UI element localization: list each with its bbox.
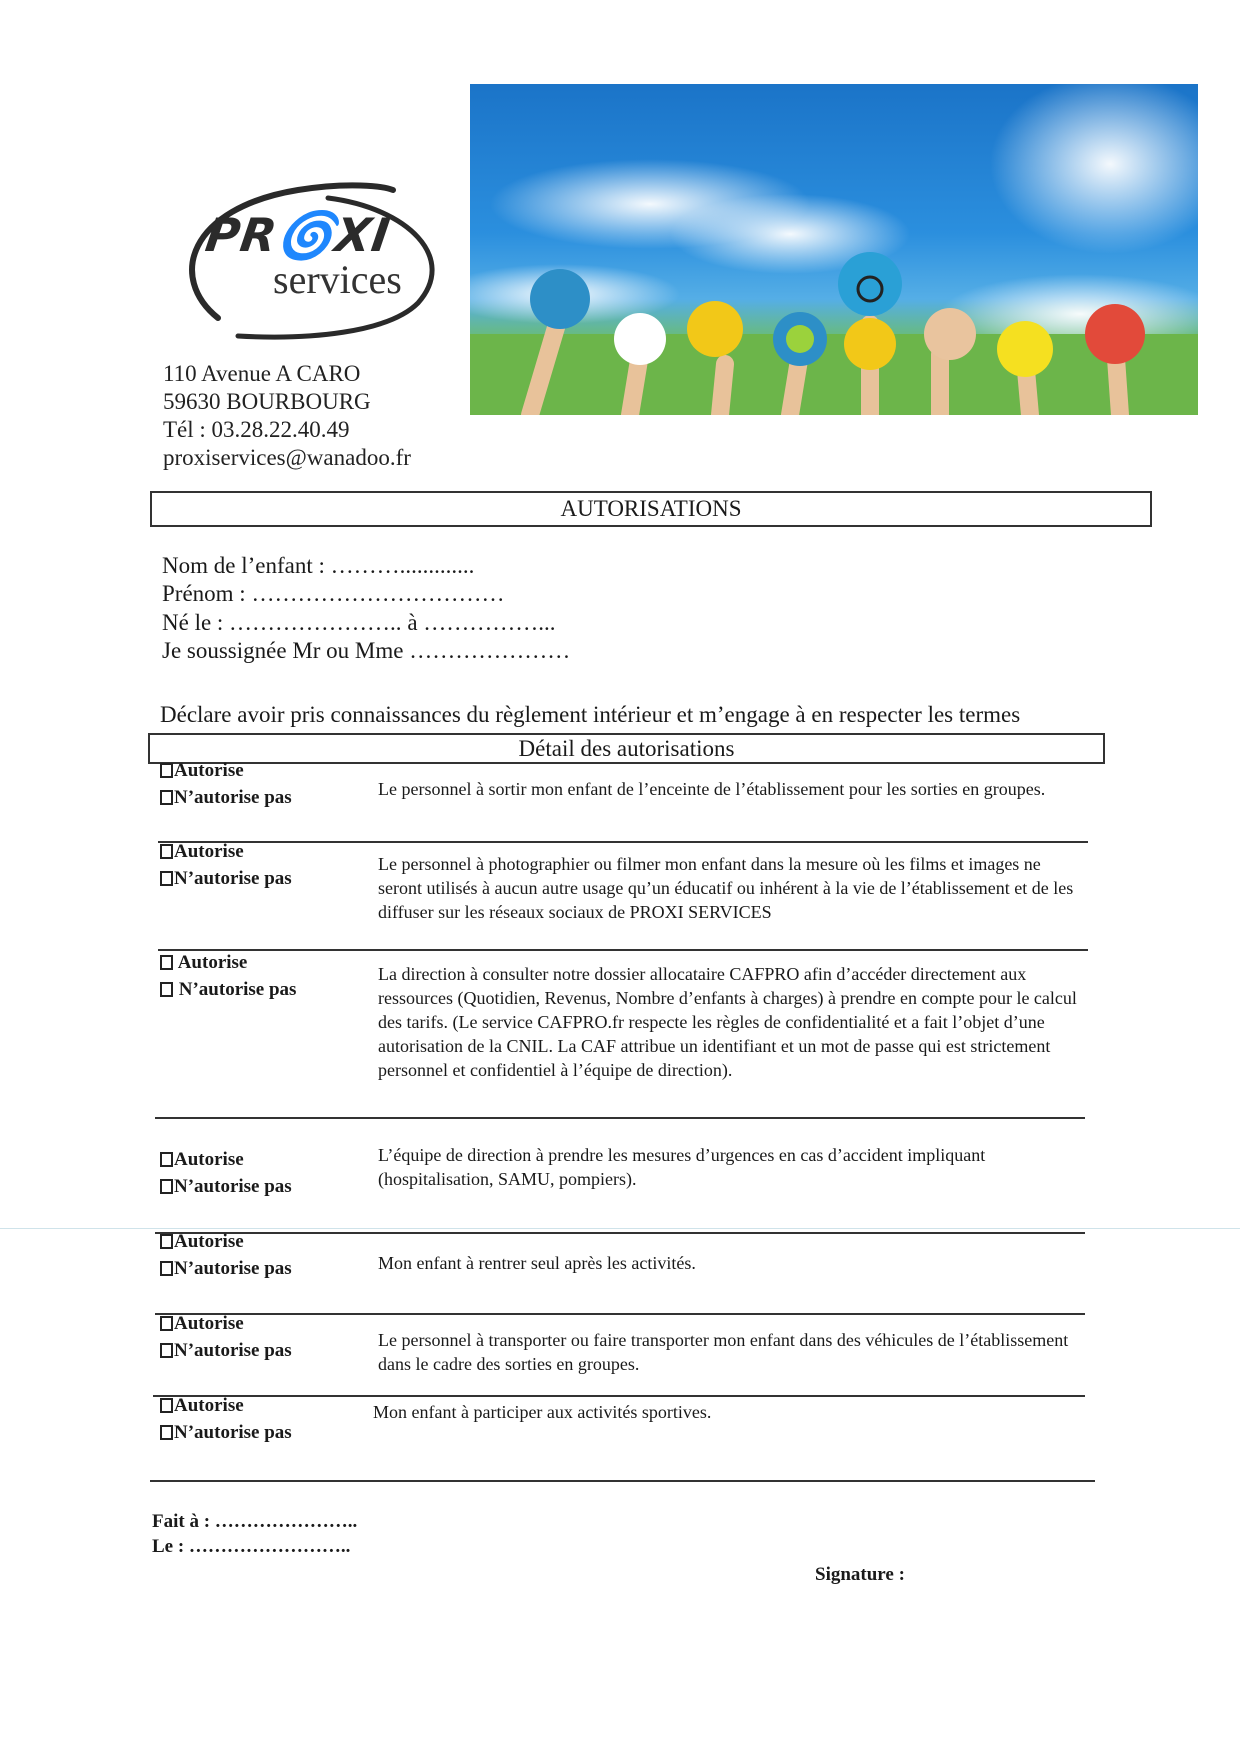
child-name-field[interactable]: Nom de l’enfant : ………............. bbox=[162, 553, 475, 578]
authorize-checkbox[interactable] bbox=[160, 1392, 292, 1419]
row-divider bbox=[155, 1232, 1085, 1234]
checkbox-icon[interactable] bbox=[160, 1261, 173, 1276]
authorize-label: Autorise bbox=[174, 841, 244, 862]
checkbox-icon[interactable] bbox=[160, 844, 173, 859]
logo-swirl-icon: 🌀 bbox=[273, 208, 340, 262]
checkbox-icon[interactable] bbox=[160, 1398, 173, 1413]
birth-date-field[interactable] bbox=[162, 609, 556, 637]
row-1-options bbox=[160, 757, 292, 811]
authorize-label: Autorise bbox=[174, 1149, 244, 1170]
proxi-services-logo bbox=[178, 168, 448, 343]
refuse-label: N’autorise pas bbox=[174, 1258, 292, 1279]
logo-text-pr: PR bbox=[202, 208, 282, 262]
authorize-checkbox[interactable] bbox=[160, 1146, 292, 1173]
refuse-checkbox[interactable] bbox=[160, 1337, 292, 1364]
row-7-text: Mon enfant à participer aux activités sportives. bbox=[373, 1402, 712, 1422]
logo-wordmark bbox=[202, 208, 394, 263]
authorize-label: Autorise bbox=[174, 1231, 244, 1252]
logo-text-xi: XI bbox=[331, 208, 394, 262]
row-divider bbox=[155, 1313, 1085, 1315]
checkbox-icon[interactable] bbox=[160, 790, 173, 805]
child-firstname-field[interactable]: Prénom : …………………………… bbox=[162, 581, 505, 606]
refuse-checkbox[interactable] bbox=[160, 1255, 292, 1282]
row-7-options bbox=[160, 1392, 292, 1446]
row-3-options bbox=[160, 949, 296, 1003]
address-line-city: 59630 BOURBOURG bbox=[163, 389, 371, 414]
checkbox-icon[interactable] bbox=[160, 1234, 173, 1249]
logo-subtitle: services bbox=[273, 257, 402, 302]
hero-image bbox=[470, 84, 1198, 415]
authorize-label: Autorise bbox=[174, 760, 244, 781]
authorize-checkbox[interactable] bbox=[160, 1310, 292, 1337]
row-4-options bbox=[160, 1146, 292, 1200]
row-5-text: Mon enfant à rentrer seul après les activités. bbox=[378, 1253, 696, 1273]
signature-label: Signature : bbox=[815, 1564, 905, 1585]
row-divider bbox=[153, 1395, 1085, 1397]
refuse-checkbox[interactable] bbox=[160, 784, 292, 811]
refuse-checkbox[interactable] bbox=[160, 976, 296, 1003]
checkbox-icon[interactable] bbox=[160, 1152, 173, 1167]
checkbox-icon[interactable] bbox=[160, 982, 173, 997]
row-1-text: Le personnel à sortir mon enfant de l’enceinte de l’établissement pour les sorties en groupes. bbox=[378, 779, 1046, 799]
row-divider bbox=[155, 1117, 1085, 1119]
checkbox-icon[interactable] bbox=[160, 1343, 173, 1358]
row-2-options bbox=[160, 838, 292, 892]
checkbox-icon[interactable] bbox=[160, 955, 173, 970]
row-divider bbox=[158, 949, 1088, 951]
row-3-text: La direction à consulter notre dossier allocataire CAFPRO afin d’accéder directement aux ressources (Quotidien, Revenus, Nombre d’enfants à charges) à prendre en compte pour le calcul des tarifs. (Le service CAFPRO.fr respecte les règles de confidentialité et a fait l’objet d’une autorisation de la CNIL. La CAF attribue un identifiant et un mot de passe qui est strictement personnel et confidentiel à l’équipe de direction). bbox=[378, 964, 1077, 1080]
authorize-checkbox[interactable] bbox=[160, 949, 296, 976]
birth-place-field[interactable]: à ……………... bbox=[407, 610, 556, 635]
address-line-street: 110 Avenue A CARO bbox=[163, 361, 361, 386]
refuse-label: N’autorise pas bbox=[174, 1340, 292, 1361]
authorize-label: Autorise bbox=[174, 1313, 244, 1334]
checkbox-icon[interactable] bbox=[160, 1316, 173, 1331]
painted-hands-illustration bbox=[470, 84, 1198, 415]
refuse-checkbox[interactable] bbox=[160, 865, 292, 892]
address-line-phone: Tél : 03.28.22.40.49 bbox=[163, 417, 350, 442]
section-title-details: Détail des autorisations bbox=[148, 733, 1105, 764]
refuse-label: N’autorise pas bbox=[178, 979, 297, 1000]
row-4-text: L’équipe de direction à prendre les mesures d’urgences en cas d’accident impliquant (hospitalisation, SAMU, pompiers). bbox=[378, 1145, 986, 1189]
authorize-label: Autorise bbox=[177, 952, 248, 973]
row-divider bbox=[158, 841, 1088, 843]
signed-at-field[interactable]: Fait à : ………………….. bbox=[152, 1511, 358, 1532]
refuse-label: N’autorise pas bbox=[174, 1176, 292, 1197]
declaration-text: Déclare avoir pris connaissances du règlement intérieur et m’engage à en respecter les termes bbox=[160, 702, 1021, 727]
row-6-text: Le personnel à transporter ou faire transporter mon enfant dans des véhicules de l’établissement dans le cadre des sorties en groupes. bbox=[378, 1330, 1069, 1374]
birth-date-label: Né le : ………………….. bbox=[162, 610, 408, 635]
authorize-checkbox[interactable] bbox=[160, 757, 292, 784]
row-6-options bbox=[160, 1310, 292, 1364]
signed-date-field[interactable]: Le : …………………….. bbox=[152, 1536, 351, 1557]
refuse-checkbox[interactable] bbox=[160, 1173, 292, 1200]
checkbox-icon[interactable] bbox=[160, 871, 173, 886]
authorize-checkbox[interactable] bbox=[160, 1228, 292, 1255]
row-5-options bbox=[160, 1228, 292, 1282]
checkbox-icon[interactable] bbox=[160, 763, 173, 778]
authorize-checkbox[interactable] bbox=[160, 838, 292, 865]
row-divider bbox=[150, 1480, 1095, 1482]
address-line-email: proxiservices@wanadoo.fr bbox=[163, 445, 411, 470]
checkbox-icon[interactable] bbox=[160, 1179, 173, 1194]
row-2-text: Le personnel à photographier ou filmer mon enfant dans la mesure où les films et images ne seront utilisés à aucun autre usage qu’un éducatif ou inhérent à la vie de l’établissement et de les diffuser sur les réseaux sociaux de PROXI SERVICES bbox=[378, 854, 1074, 922]
authorize-label: Autorise bbox=[174, 1395, 244, 1416]
refuse-label: N’autorise pas bbox=[174, 868, 292, 889]
refuse-label: N’autorise pas bbox=[174, 787, 292, 808]
page-title: AUTORISATIONS bbox=[150, 491, 1152, 527]
guardian-name-field[interactable]: Je soussignée Mr ou Mme ………………… bbox=[162, 638, 571, 663]
checkbox-icon[interactable] bbox=[160, 1425, 173, 1440]
refuse-checkbox[interactable] bbox=[160, 1419, 292, 1446]
refuse-label: N’autorise pas bbox=[174, 1422, 292, 1443]
